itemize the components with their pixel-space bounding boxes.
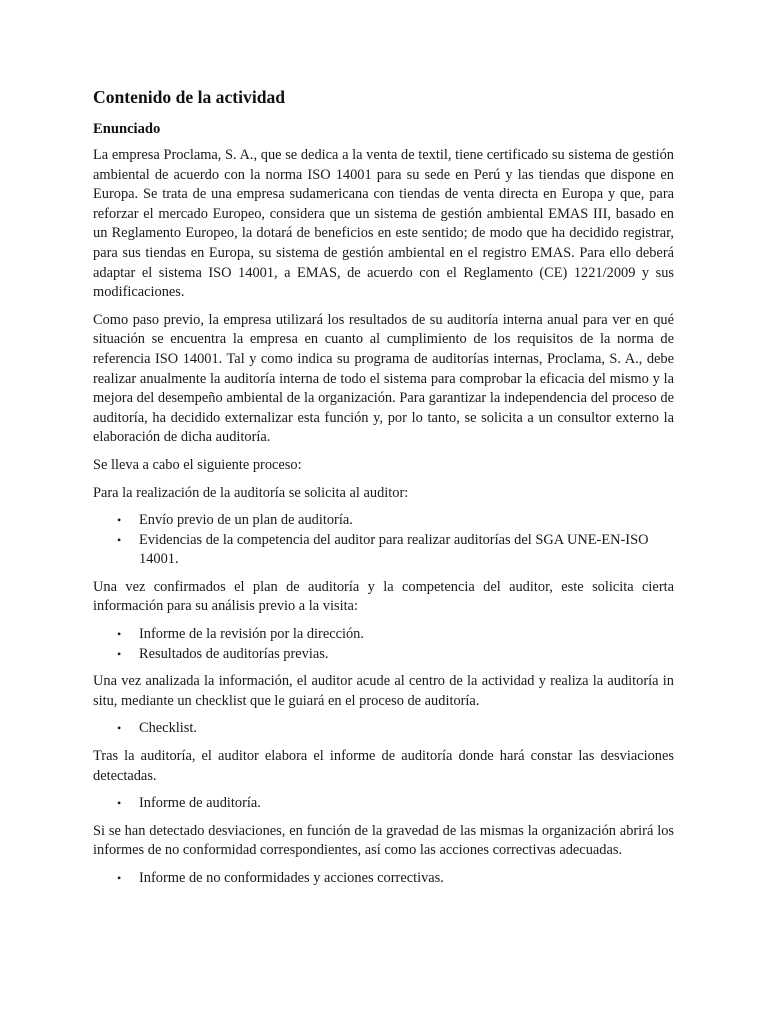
document-subtitle: Enunciado (93, 121, 161, 137)
list-item (117, 645, 674, 665)
bullet-list-information (93, 625, 674, 664)
list-item (117, 531, 674, 570)
bullet-icon: • (117, 796, 122, 811)
list-item-text: Evidencias de la competencia del auditor para realizar auditorías del SGA UNE-EN-ISO 14001. (139, 531, 649, 568)
bullet-icon: • (117, 627, 122, 642)
bullet-list-checklist (93, 719, 674, 739)
list-item-text: Checklist. (139, 720, 197, 737)
list-item-text: Envío previo de un plan de auditoría. (139, 512, 353, 529)
bullet-icon: • (117, 721, 122, 736)
list-item-text: Informe de auditoría. (139, 795, 261, 812)
bullet-list-audit-report (93, 794, 674, 814)
list-item-text: Informe de no conformidades y acciones correctivas. (139, 870, 444, 886)
paragraph-information-request: Una vez confirmados el plan de auditoría y la competencia del auditor, este solicita cierta información para su análisis previo a la visita: (93, 578, 674, 615)
paragraph-process: Se lleva a cabo el siguiente proceso: (93, 456, 302, 473)
bullet-list-nonconformities (93, 869, 674, 889)
list-item (117, 719, 674, 739)
paragraph-previous-step: Como paso previo, la empresa utilizará los resultados de su auditoría interna anual para ver en qué situación se encuentra la empresa en cuanto al cumplimiento de los requisitos de la norma de referencia ISO 14001. Tal y como indica su programa de auditorías internas, Proclama, S. A., debe realizar anualmente la auditoría interna de todo el sistema para comprobar la eficacia del mismo y la mejora del desempeño ambiental de la organización. Para garantizar la independencia del proceso de auditoría, ha decidido externalizar esta función y, por lo tanto, se solicita a un consultor externo la elaboración de dicha auditoría. (93, 311, 674, 446)
list-item (117, 511, 674, 531)
bullet-icon: • (117, 532, 122, 547)
list-item (117, 625, 674, 645)
list-item-text: Informe de la revisión por la dirección. (139, 626, 364, 643)
list-item (117, 794, 674, 814)
bullet-icon: • (117, 646, 122, 661)
paragraph-auditor-request: Para la realización de la auditoría se solicita al auditor: (93, 484, 409, 501)
bullet-list-auditor-request (93, 511, 674, 570)
paragraph-in-situ-audit: Una vez analizada la información, el auditor acude al centro de la actividad y realiza la auditoría in situ, mediante un checklist que le guiará en el proceso de auditoría. (93, 673, 674, 709)
bullet-icon: • (117, 871, 122, 885)
list-item (117, 869, 674, 889)
paragraph-deviations: Si se han detectado desviaciones, en función de la gravedad de las mismas la organización abrirá los informes de no conformidad correspondientes, así como las acciones correctivas adecuadas. (93, 822, 674, 859)
paragraph-audit-report: Tras la auditoría, el auditor elabora el informe de auditoría donde hará constar las desviaciones detectadas. (93, 748, 674, 784)
paragraph-intro: La empresa Proclama, S. A., que se dedica a la venta de textil, tiene certificado su sistema de gestión ambiental de acuerdo con la norma ISO 14001 para su sede en Perú y las tiendas que dispone en Europa. Se trata de una empresa sudamericana con tiendas de venta directa en Europa y que, para reforzar el mercado Europeo, considera que un sistema de gestión ambiental EMAS III, basado en un Reglamento Europeo, la dotará de beneficios en este sentido; de modo que ha decidido registrar, para sus tiendas en Europa, su sistema de gestión ambiental en el registro EMAS. Para ello deberá adaptar el sistema ISO 14001, a EMAS, de acuerdo con el Reglamento (CE) 1221/2009 y sus modificaciones. (93, 147, 674, 301)
bullet-icon: • (117, 513, 122, 528)
document-title: Contenido de la actividad (93, 87, 286, 107)
list-item-text: Resultados de auditorías previas. (139, 645, 329, 662)
